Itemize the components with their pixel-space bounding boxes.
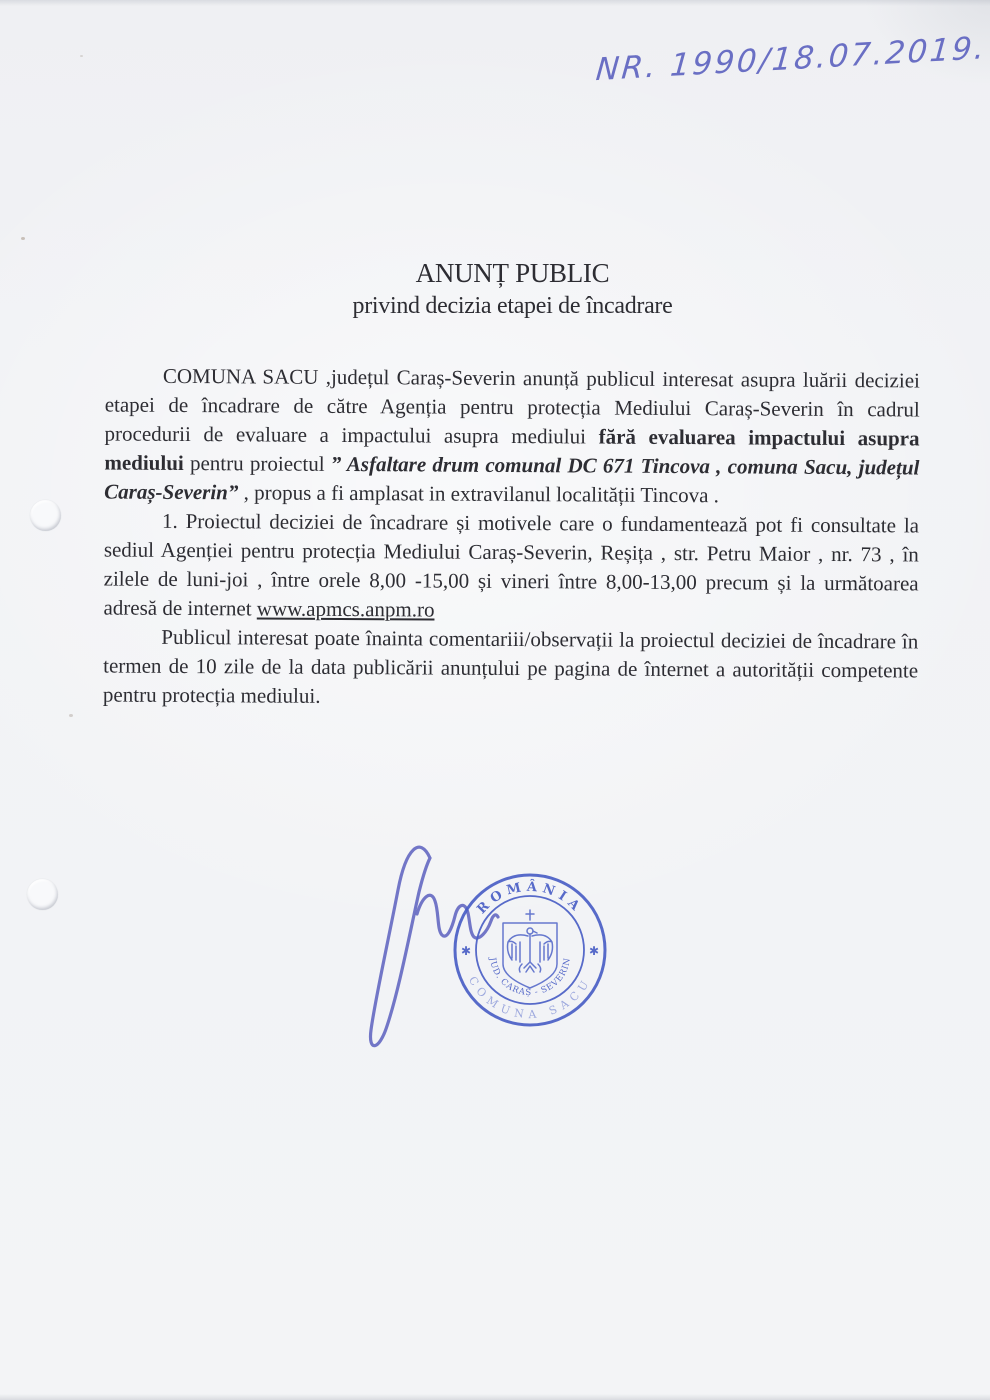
paragraph-segment: COMUNA SACU ,județul Caraș-Severin anunță publicul interesat asupra luării deciziei etapei de încadrare de către Agenția pentru protecția Mediului Caraș-Severin în cadrul procedurii de evaluare a impactului asupra mediului (104, 363, 920, 449)
paragraph (103, 623, 919, 715)
paragraph (104, 362, 920, 512)
official-stamp (450, 870, 610, 1030)
paper-speck (80, 55, 83, 57)
paragraph (103, 507, 919, 628)
stamp-county-arc: JUD. CARAȘ - SEVERIN (487, 956, 574, 999)
coat-of-arms (503, 910, 557, 988)
paragraph-segment: 1. Proiectul deciziei de încadrare și motivele care o fundamentează pot fi consultate la sediul Agenției pentru protecția Mediului Caraș-Severin, Reșița , str. Petru Maior , nr. 73 , în zilele de luni-joi , între orele 8,00 -15,00 și vineri între 8,00-13,00 precum și la următoarea adresă de internet (103, 508, 920, 621)
paragraph-segment: ” Asfaltare drum comunal DC 671 Tincova , comuna Sacu, județul Caraș-Severin” (104, 451, 920, 505)
title-block (105, 256, 920, 322)
document-subtitle: privind decizia etapei de încadrare (352, 293, 673, 319)
hole-punch-top (30, 500, 61, 531)
signature-stroke-loop (370, 847, 430, 1045)
paper-speck (21, 237, 25, 240)
document-title: ANUNȚ PUBLIC (415, 258, 610, 288)
paragraph-segment: pentru proiectul (183, 450, 331, 476)
registration-number-handwritten: NR. 1990/18.07.2019. (594, 30, 989, 89)
stamp-star-right-icon: ✱ (588, 944, 600, 958)
document-body (103, 362, 920, 715)
paragraph-segment: , propus a fi amplasat in extravilanul localității Tincova . (238, 480, 720, 508)
paragraph-segment: Publicul interesat poate înainta comentariii/observații la proiectul deciziei de încadrare în termen de 10 zile de la data publicării anunțului pe pagina de înternet a autorității competente pentru protecția mediului. (102, 624, 919, 708)
stamp-country-arc: ROMÂNIA (474, 879, 586, 918)
stamp-commune-arc: COMUNA SACU (465, 974, 595, 1022)
stamp-star-left-icon: ✱ (460, 944, 472, 958)
paragraph-segment: fără evaluarea impactului asupra mediului (104, 424, 920, 475)
paper-speck (69, 714, 73, 717)
hole-punch-bottom (27, 879, 58, 910)
paragraph-segment: www.apmcs.anpm.ro (256, 596, 435, 622)
